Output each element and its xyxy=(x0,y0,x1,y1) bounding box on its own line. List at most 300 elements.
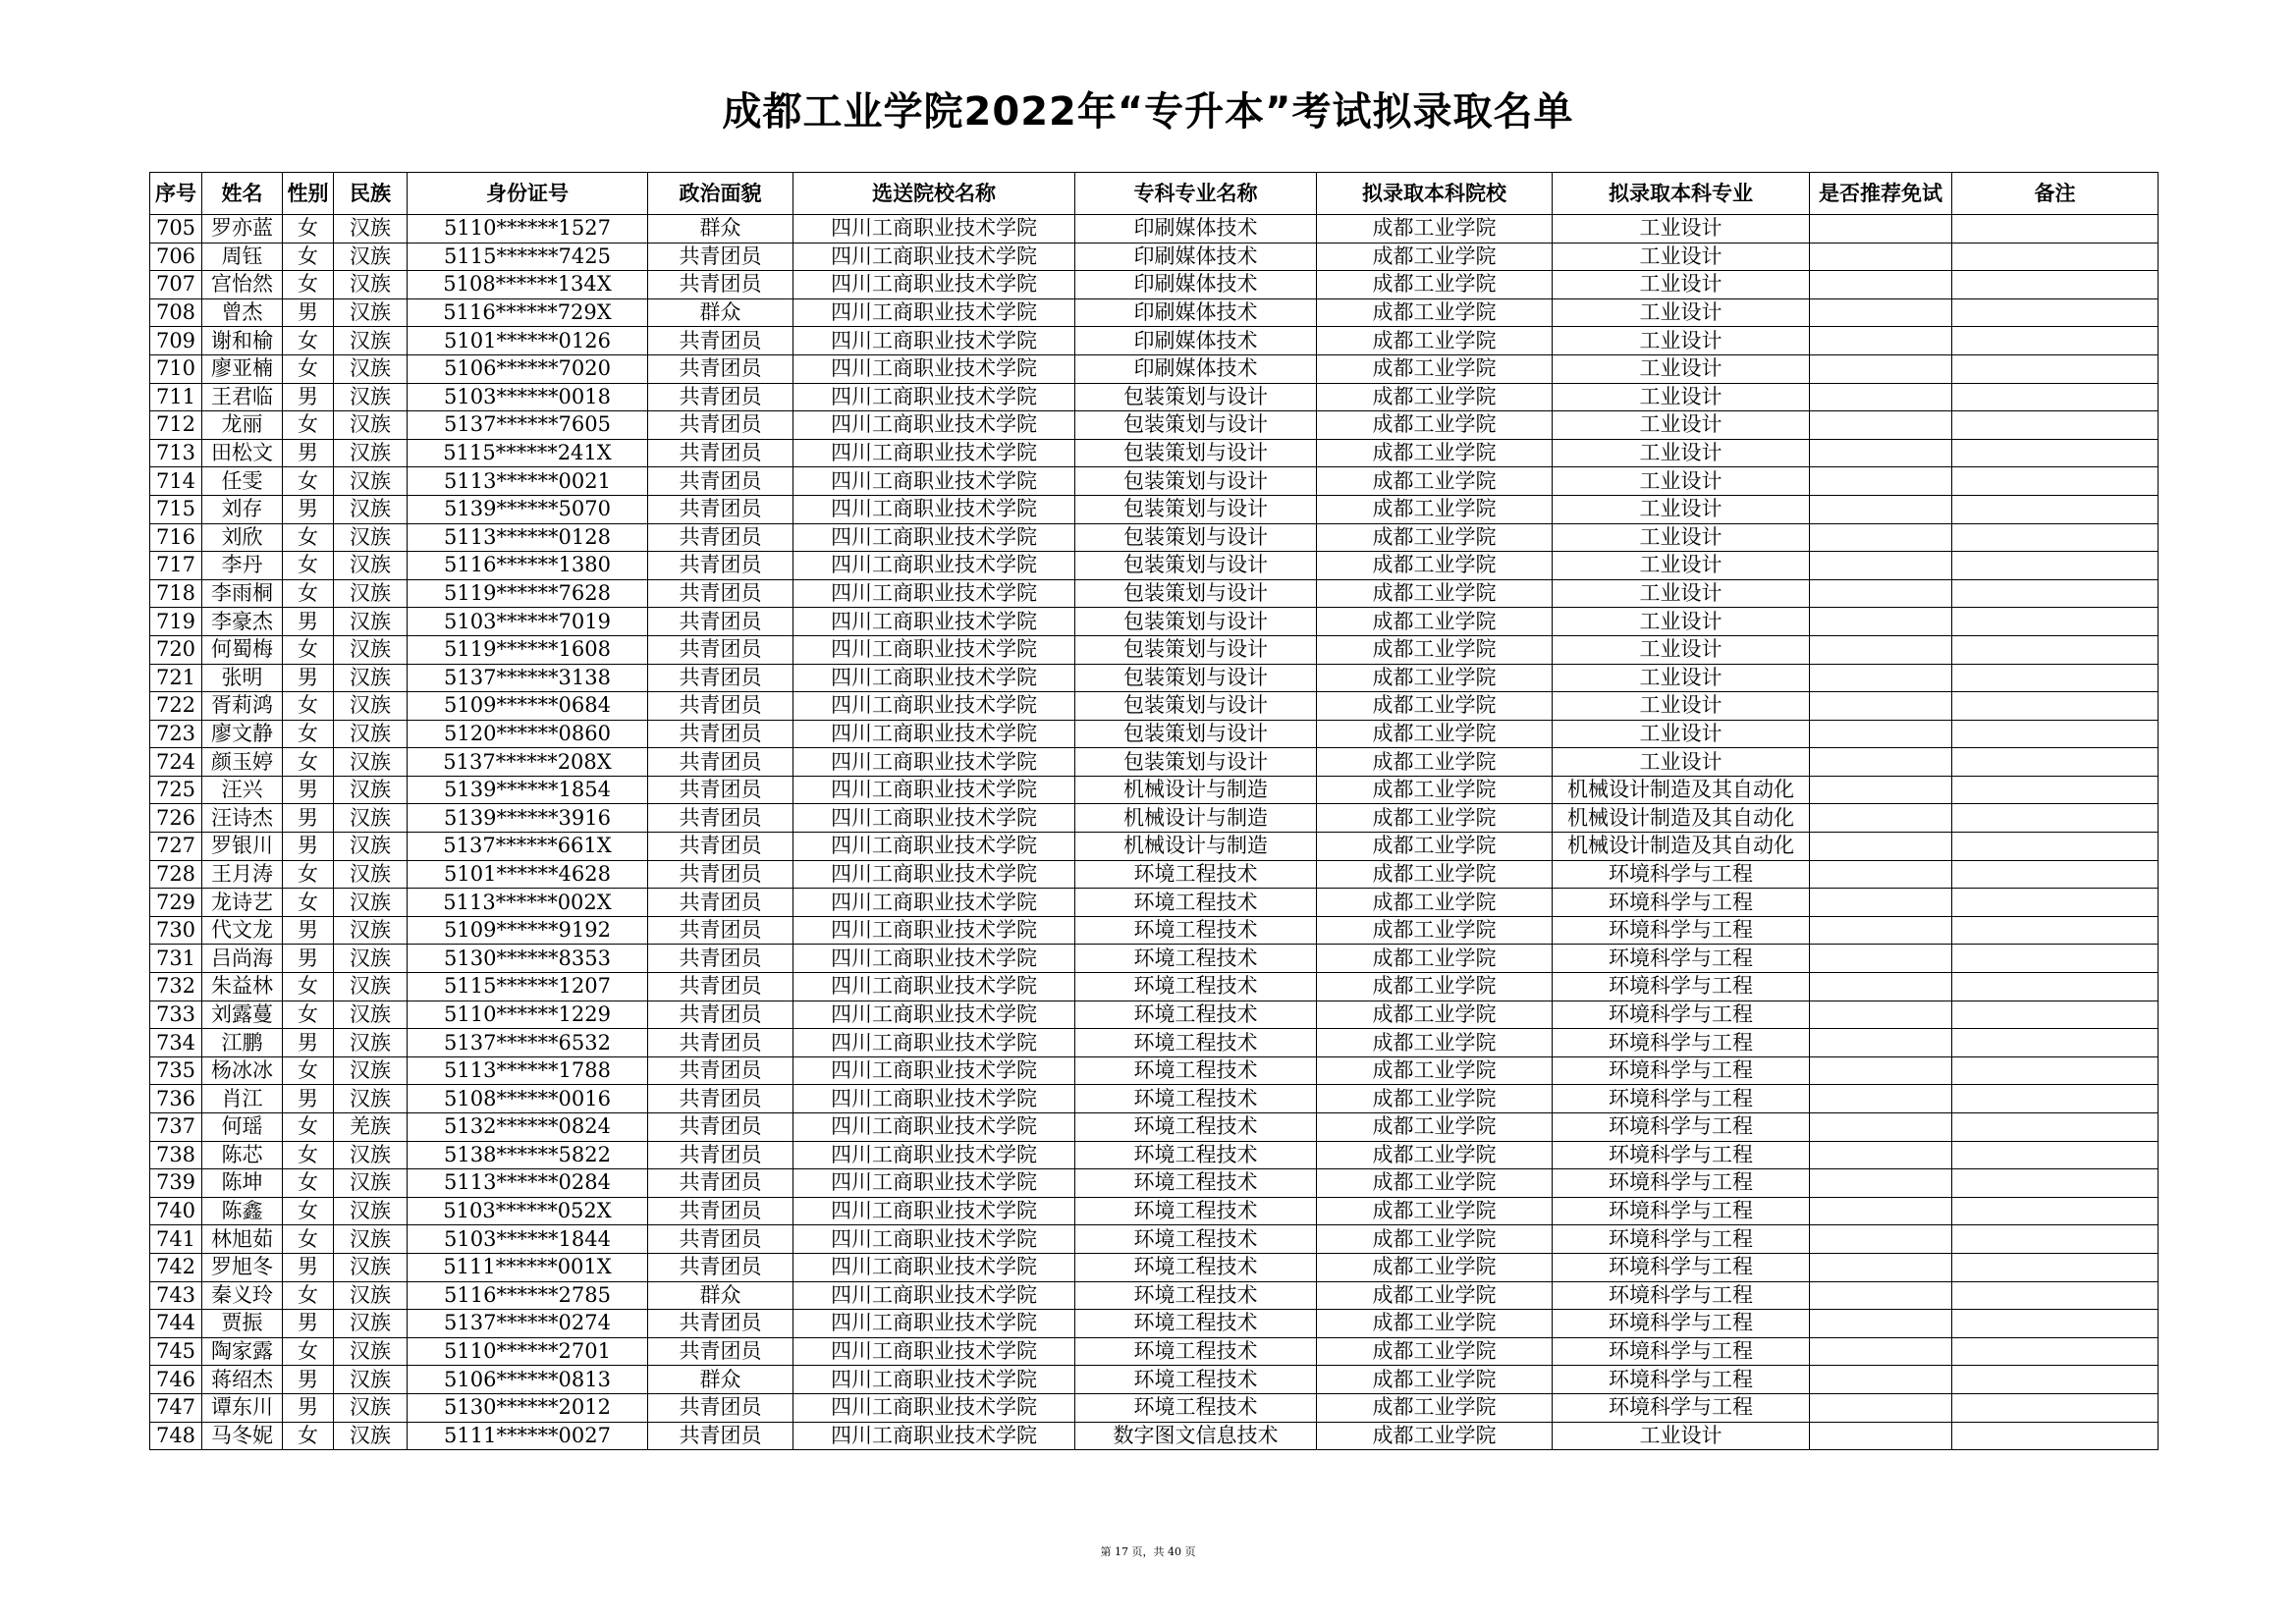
cell-college-major: 环境工程技术 xyxy=(1075,1366,1317,1394)
cell-seq: 729 xyxy=(150,889,202,917)
cell-target-school: 成都工业学院 xyxy=(1317,383,1553,411)
page-footer: 第 17 页，共 40 页 xyxy=(1100,1545,1196,1558)
cell-source-school: 四川工商职业技术学院 xyxy=(793,776,1075,804)
cell-gender: 女 xyxy=(283,1225,334,1254)
cell-name: 何蜀梅 xyxy=(202,635,283,664)
cell-seq: 747 xyxy=(150,1393,202,1422)
cell-source-school: 四川工商职业技术学院 xyxy=(793,916,1075,945)
cell-target-school: 成都工业学院 xyxy=(1317,1029,1553,1057)
cell-remarks xyxy=(1952,692,2159,721)
cell-source-school: 四川工商职业技术学院 xyxy=(793,1253,1075,1281)
cell-target-major: 机械设计制造及其自动化 xyxy=(1553,833,1810,861)
cell-gender: 女 xyxy=(283,579,334,608)
cell-college-major: 包装策划与设计 xyxy=(1075,523,1317,552)
cell-remarks xyxy=(1952,720,2159,748)
cell-college-major: 环境工程技术 xyxy=(1075,1310,1317,1338)
cell-ethnicity: 汉族 xyxy=(334,439,408,467)
cell-remarks xyxy=(1952,1085,2159,1113)
cell-political-status: 共青团员 xyxy=(648,1310,793,1338)
cell-gender: 女 xyxy=(283,635,334,664)
cell-source-school: 四川工商职业技术学院 xyxy=(793,523,1075,552)
cell-college-major: 数字图文信息技术 xyxy=(1075,1422,1317,1450)
cell-target-school: 成都工业学院 xyxy=(1317,1056,1553,1085)
cell-political-status: 共青团员 xyxy=(648,1225,793,1254)
cell-remarks xyxy=(1952,635,2159,664)
table-row xyxy=(150,1225,2159,1254)
cell-college-major: 印刷媒体技术 xyxy=(1075,243,1317,271)
cell-target-major: 工业设计 xyxy=(1553,523,1810,552)
cell-source-school: 四川工商职业技术学院 xyxy=(793,243,1075,271)
cell-seq: 707 xyxy=(150,271,202,299)
page-title: 成都工业学院2022年“专升本”考试拟录取名单 xyxy=(722,89,1574,135)
cell-target-school: 成都工业学院 xyxy=(1317,1366,1553,1394)
cell-gender: 男 xyxy=(283,664,334,692)
cell-seq: 718 xyxy=(150,579,202,608)
cell-college-major: 环境工程技术 xyxy=(1075,1225,1317,1254)
cell-name: 李丹 xyxy=(202,552,283,580)
header-political-status: 政治面貌 xyxy=(648,173,793,215)
cell-political-status: 共青团员 xyxy=(648,860,793,889)
cell-gender: 女 xyxy=(283,243,334,271)
cell-target-school: 成都工业学院 xyxy=(1317,889,1553,917)
cell-target-major: 工业设计 xyxy=(1553,327,1810,355)
cell-ethnicity: 汉族 xyxy=(334,1253,408,1281)
cell-source-school: 四川工商职业技术学院 xyxy=(793,635,1075,664)
cell-seq: 745 xyxy=(150,1337,202,1366)
table-row xyxy=(150,383,2159,411)
table-row xyxy=(150,495,2159,523)
cell-college-major: 包装策划与设计 xyxy=(1075,552,1317,580)
cell-college-major: 包装策划与设计 xyxy=(1075,495,1317,523)
cell-source-school: 四川工商职业技术学院 xyxy=(793,1281,1075,1310)
cell-gender: 女 xyxy=(283,552,334,580)
cell-name: 贾振 xyxy=(202,1310,283,1338)
cell-college-major: 印刷媒体技术 xyxy=(1075,298,1317,327)
cell-target-school: 成都工业学院 xyxy=(1317,720,1553,748)
cell-political-status: 共青团员 xyxy=(648,1253,793,1281)
cell-name: 王君临 xyxy=(202,383,283,411)
cell-target-school: 成都工业学院 xyxy=(1317,215,1553,243)
cell-gender: 男 xyxy=(283,1366,334,1394)
table-row xyxy=(150,1141,2159,1169)
cell-seq: 735 xyxy=(150,1056,202,1085)
cell-political-status: 共青团员 xyxy=(648,439,793,467)
cell-id-number: 5110******1527 xyxy=(408,215,648,243)
cell-id-number: 5108******134X xyxy=(408,271,648,299)
cell-remarks xyxy=(1952,354,2159,383)
cell-target-major: 工业设计 xyxy=(1553,608,1810,636)
cell-target-school: 成都工业学院 xyxy=(1317,748,1553,777)
cell-target-major: 工业设计 xyxy=(1553,579,1810,608)
cell-seq: 732 xyxy=(150,973,202,1001)
cell-name: 蒋绍杰 xyxy=(202,1366,283,1394)
cell-name: 陈坤 xyxy=(202,1169,283,1198)
cell-seq: 710 xyxy=(150,354,202,383)
cell-remarks xyxy=(1952,1225,2159,1254)
cell-source-school: 四川工商职业技术学院 xyxy=(793,215,1075,243)
table-row xyxy=(150,298,2159,327)
cell-college-major: 环境工程技术 xyxy=(1075,1141,1317,1169)
cell-ethnicity: 汉族 xyxy=(334,354,408,383)
cell-exempt xyxy=(1810,664,1952,692)
cell-college-major: 环境工程技术 xyxy=(1075,1169,1317,1198)
cell-college-major: 包装策划与设计 xyxy=(1075,383,1317,411)
cell-target-major: 环境科学与工程 xyxy=(1553,1393,1810,1422)
cell-exempt xyxy=(1810,1113,1952,1142)
cell-remarks xyxy=(1952,552,2159,580)
cell-ethnicity: 汉族 xyxy=(334,776,408,804)
cell-seq: 742 xyxy=(150,1253,202,1281)
cell-ethnicity: 汉族 xyxy=(334,467,408,496)
cell-exempt xyxy=(1810,1366,1952,1394)
cell-target-major: 工业设计 xyxy=(1553,720,1810,748)
cell-target-major: 环境科学与工程 xyxy=(1553,1281,1810,1310)
cell-name: 廖亚楠 xyxy=(202,354,283,383)
cell-target-major: 工业设计 xyxy=(1553,215,1810,243)
cell-target-school: 成都工业学院 xyxy=(1317,467,1553,496)
cell-id-number: 5113******002X xyxy=(408,889,648,917)
cell-id-number: 5113******0284 xyxy=(408,1169,648,1198)
cell-exempt xyxy=(1810,1056,1952,1085)
cell-target-school: 成都工业学院 xyxy=(1317,664,1553,692)
cell-target-school: 成都工业学院 xyxy=(1317,804,1553,833)
cell-political-status: 共青团员 xyxy=(648,973,793,1001)
table-row xyxy=(150,776,2159,804)
cell-ethnicity: 汉族 xyxy=(334,916,408,945)
cell-target-major: 工业设计 xyxy=(1553,635,1810,664)
table-row xyxy=(150,523,2159,552)
cell-ethnicity: 汉族 xyxy=(334,889,408,917)
cell-ethnicity: 汉族 xyxy=(334,1337,408,1366)
cell-remarks xyxy=(1952,383,2159,411)
cell-ethnicity: 汉族 xyxy=(334,1141,408,1169)
cell-id-number: 5115******241X xyxy=(408,439,648,467)
table-row xyxy=(150,664,2159,692)
cell-remarks xyxy=(1952,1113,2159,1142)
cell-seq: 737 xyxy=(150,1113,202,1142)
cell-target-major: 环境科学与工程 xyxy=(1553,1197,1810,1225)
cell-source-school: 四川工商职业技术学院 xyxy=(793,327,1075,355)
cell-ethnicity: 汉族 xyxy=(334,720,408,748)
cell-exempt xyxy=(1810,439,1952,467)
table-header-row xyxy=(150,173,2159,215)
cell-college-major: 环境工程技术 xyxy=(1075,1253,1317,1281)
cell-source-school: 四川工商职业技术学院 xyxy=(793,720,1075,748)
cell-gender: 女 xyxy=(283,889,334,917)
cell-political-status: 共青团员 xyxy=(648,1337,793,1366)
cell-political-status: 共青团员 xyxy=(648,889,793,917)
cell-target-major: 环境科学与工程 xyxy=(1553,1056,1810,1085)
cell-name: 杨冰冰 xyxy=(202,1056,283,1085)
cell-name: 李豪杰 xyxy=(202,608,283,636)
cell-id-number: 5108******0016 xyxy=(408,1085,648,1113)
cell-remarks xyxy=(1952,1366,2159,1394)
cell-ethnicity: 汉族 xyxy=(334,243,408,271)
cell-ethnicity: 汉族 xyxy=(334,1310,408,1338)
cell-source-school: 四川工商职业技术学院 xyxy=(793,1029,1075,1057)
cell-seq: 746 xyxy=(150,1366,202,1394)
cell-remarks xyxy=(1952,523,2159,552)
cell-gender: 女 xyxy=(283,523,334,552)
cell-id-number: 5113******1788 xyxy=(408,1056,648,1085)
cell-id-number: 5137******7605 xyxy=(408,411,648,440)
cell-gender: 女 xyxy=(283,860,334,889)
cell-name: 吕尚海 xyxy=(202,945,283,973)
table-row xyxy=(150,354,2159,383)
cell-seq: 721 xyxy=(150,664,202,692)
cell-college-major: 环境工程技术 xyxy=(1075,1337,1317,1366)
table-row xyxy=(150,215,2159,243)
cell-exempt xyxy=(1810,860,1952,889)
cell-target-school: 成都工业学院 xyxy=(1317,916,1553,945)
cell-target-major: 工业设计 xyxy=(1553,467,1810,496)
cell-target-school: 成都工业学院 xyxy=(1317,411,1553,440)
cell-source-school: 四川工商职业技术学院 xyxy=(793,889,1075,917)
cell-id-number: 5111******0027 xyxy=(408,1422,648,1450)
cell-college-major: 包装策划与设计 xyxy=(1075,664,1317,692)
cell-gender: 男 xyxy=(283,916,334,945)
table-row xyxy=(150,243,2159,271)
cell-id-number: 5116******2785 xyxy=(408,1281,648,1310)
cell-id-number: 5101******4628 xyxy=(408,860,648,889)
cell-ethnicity: 汉族 xyxy=(334,635,408,664)
cell-college-major: 包装策划与设计 xyxy=(1075,720,1317,748)
cell-ethnicity: 汉族 xyxy=(334,1197,408,1225)
table-row xyxy=(150,1422,2159,1450)
cell-target-major: 工业设计 xyxy=(1553,243,1810,271)
cell-ethnicity: 汉族 xyxy=(334,804,408,833)
cell-target-major: 机械设计制造及其自动化 xyxy=(1553,804,1810,833)
cell-exempt xyxy=(1810,804,1952,833)
table-row xyxy=(150,720,2159,748)
cell-college-major: 包装策划与设计 xyxy=(1075,608,1317,636)
cell-target-school: 成都工业学院 xyxy=(1317,860,1553,889)
cell-political-status: 共青团员 xyxy=(648,327,793,355)
cell-seq: 731 xyxy=(150,945,202,973)
cell-gender: 女 xyxy=(283,1169,334,1198)
cell-gender: 女 xyxy=(283,411,334,440)
cell-target-major: 环境科学与工程 xyxy=(1553,1141,1810,1169)
header-name: 姓名 xyxy=(202,173,283,215)
cell-political-status: 群众 xyxy=(648,215,793,243)
admission-table xyxy=(149,172,2159,1450)
cell-target-school: 成都工业学院 xyxy=(1317,1337,1553,1366)
cell-gender: 男 xyxy=(283,1253,334,1281)
cell-college-major: 印刷媒体技术 xyxy=(1075,354,1317,383)
cell-gender: 男 xyxy=(283,945,334,973)
cell-exempt xyxy=(1810,1001,1952,1029)
cell-college-major: 环境工程技术 xyxy=(1075,945,1317,973)
cell-remarks xyxy=(1952,804,2159,833)
cell-name: 李雨桐 xyxy=(202,579,283,608)
cell-target-major: 工业设计 xyxy=(1553,552,1810,580)
cell-name: 张明 xyxy=(202,664,283,692)
cell-exempt xyxy=(1810,1337,1952,1366)
cell-exempt xyxy=(1810,1253,1952,1281)
cell-id-number: 5132******0824 xyxy=(408,1113,648,1142)
cell-exempt xyxy=(1810,1029,1952,1057)
cell-exempt xyxy=(1810,1225,1952,1254)
cell-name: 罗亦蓝 xyxy=(202,215,283,243)
cell-political-status: 群众 xyxy=(648,298,793,327)
cell-remarks xyxy=(1952,664,2159,692)
cell-political-status: 共青团员 xyxy=(648,833,793,861)
cell-name: 曾杰 xyxy=(202,298,283,327)
cell-gender: 男 xyxy=(283,776,334,804)
cell-gender: 女 xyxy=(283,354,334,383)
cell-exempt xyxy=(1810,552,1952,580)
cell-ethnicity: 汉族 xyxy=(334,692,408,721)
cell-target-major: 环境科学与工程 xyxy=(1553,1225,1810,1254)
cell-name: 龙丽 xyxy=(202,411,283,440)
cell-seq: 712 xyxy=(150,411,202,440)
cell-remarks xyxy=(1952,916,2159,945)
cell-target-school: 成都工业学院 xyxy=(1317,1085,1553,1113)
cell-ethnicity: 汉族 xyxy=(334,1393,408,1422)
cell-seq: 720 xyxy=(150,635,202,664)
cell-source-school: 四川工商职业技术学院 xyxy=(793,354,1075,383)
cell-target-school: 成都工业学院 xyxy=(1317,1197,1553,1225)
cell-target-major: 工业设计 xyxy=(1553,411,1810,440)
cell-seq: 724 xyxy=(150,748,202,777)
cell-name: 胥莉鸿 xyxy=(202,692,283,721)
cell-political-status: 共青团员 xyxy=(648,1422,793,1450)
cell-id-number: 5115******7425 xyxy=(408,243,648,271)
cell-college-major: 环境工程技术 xyxy=(1075,889,1317,917)
table-row xyxy=(150,327,2159,355)
cell-remarks xyxy=(1952,271,2159,299)
cell-college-major: 环境工程技术 xyxy=(1075,1056,1317,1085)
cell-political-status: 共青团员 xyxy=(648,916,793,945)
cell-political-status: 共青团员 xyxy=(648,776,793,804)
cell-ethnicity: 汉族 xyxy=(334,383,408,411)
cell-target-school: 成都工业学院 xyxy=(1317,833,1553,861)
table-row xyxy=(150,1337,2159,1366)
cell-remarks xyxy=(1952,298,2159,327)
cell-exempt xyxy=(1810,1393,1952,1422)
cell-target-school: 成都工业学院 xyxy=(1317,495,1553,523)
cell-source-school: 四川工商职业技术学院 xyxy=(793,1422,1075,1450)
cell-name: 刘欣 xyxy=(202,523,283,552)
cell-political-status: 共青团员 xyxy=(648,635,793,664)
cell-source-school: 四川工商职业技术学院 xyxy=(793,439,1075,467)
cell-exempt xyxy=(1810,720,1952,748)
cell-target-major: 工业设计 xyxy=(1553,664,1810,692)
cell-political-status: 共青团员 xyxy=(648,748,793,777)
cell-exempt xyxy=(1810,467,1952,496)
cell-target-school: 成都工业学院 xyxy=(1317,973,1553,1001)
cell-gender: 男 xyxy=(283,383,334,411)
cell-college-major: 环境工程技术 xyxy=(1075,1113,1317,1142)
cell-source-school: 四川工商职业技术学院 xyxy=(793,860,1075,889)
cell-seq: 717 xyxy=(150,552,202,580)
cell-remarks xyxy=(1952,439,2159,467)
cell-name: 罗银川 xyxy=(202,833,283,861)
cell-seq: 734 xyxy=(150,1029,202,1057)
table-row xyxy=(150,1001,2159,1029)
cell-gender: 女 xyxy=(283,1001,334,1029)
cell-source-school: 四川工商职业技术学院 xyxy=(793,945,1075,973)
cell-gender: 女 xyxy=(283,327,334,355)
cell-ethnicity: 汉族 xyxy=(334,298,408,327)
cell-source-school: 四川工商职业技术学院 xyxy=(793,579,1075,608)
cell-seq: 744 xyxy=(150,1310,202,1338)
cell-ethnicity: 汉族 xyxy=(334,1169,408,1198)
cell-college-major: 印刷媒体技术 xyxy=(1075,271,1317,299)
table-row xyxy=(150,608,2159,636)
cell-college-major: 包装策划与设计 xyxy=(1075,635,1317,664)
cell-target-major: 环境科学与工程 xyxy=(1553,860,1810,889)
cell-source-school: 四川工商职业技术学院 xyxy=(793,973,1075,1001)
cell-remarks xyxy=(1952,1029,2159,1057)
cell-name: 任雯 xyxy=(202,467,283,496)
header-exempt: 是否推荐免试 xyxy=(1810,173,1952,215)
cell-remarks xyxy=(1952,467,2159,496)
cell-gender: 女 xyxy=(283,692,334,721)
cell-gender: 女 xyxy=(283,973,334,1001)
cell-name: 汪诗杰 xyxy=(202,804,283,833)
cell-college-major: 环境工程技术 xyxy=(1075,916,1317,945)
cell-id-number: 5109******9192 xyxy=(408,916,648,945)
cell-target-major: 工业设计 xyxy=(1553,1422,1810,1450)
cell-target-major: 环境科学与工程 xyxy=(1553,1253,1810,1281)
cell-seq: 725 xyxy=(150,776,202,804)
cell-source-school: 四川工商职业技术学院 xyxy=(793,1225,1075,1254)
cell-target-school: 成都工业学院 xyxy=(1317,1169,1553,1198)
cell-source-school: 四川工商职业技术学院 xyxy=(793,495,1075,523)
cell-college-major: 环境工程技术 xyxy=(1075,1085,1317,1113)
cell-target-major: 工业设计 xyxy=(1553,439,1810,467)
cell-ethnicity: 汉族 xyxy=(334,1366,408,1394)
cell-remarks xyxy=(1952,860,2159,889)
cell-id-number: 5103******7019 xyxy=(408,608,648,636)
cell-source-school: 四川工商职业技术学院 xyxy=(793,1337,1075,1366)
cell-seq: 748 xyxy=(150,1422,202,1450)
cell-college-major: 环境工程技术 xyxy=(1075,973,1317,1001)
cell-political-status: 共青团员 xyxy=(648,664,793,692)
cell-exempt xyxy=(1810,243,1952,271)
cell-remarks xyxy=(1952,973,2159,1001)
cell-college-major: 包装策划与设计 xyxy=(1075,692,1317,721)
cell-seq: 722 xyxy=(150,692,202,721)
cell-remarks xyxy=(1952,748,2159,777)
table-row xyxy=(150,411,2159,440)
cell-political-status: 共青团员 xyxy=(648,720,793,748)
cell-name: 江鹏 xyxy=(202,1029,283,1057)
cell-id-number: 5137******0274 xyxy=(408,1310,648,1338)
cell-id-number: 5110******2701 xyxy=(408,1337,648,1366)
cell-political-status: 共青团员 xyxy=(648,804,793,833)
cell-name: 刘存 xyxy=(202,495,283,523)
cell-college-major: 印刷媒体技术 xyxy=(1075,327,1317,355)
cell-name: 田松文 xyxy=(202,439,283,467)
cell-gender: 女 xyxy=(283,1281,334,1310)
cell-political-status: 共青团员 xyxy=(648,1056,793,1085)
cell-ethnicity: 汉族 xyxy=(334,495,408,523)
cell-remarks xyxy=(1952,1253,2159,1281)
cell-political-status: 共青团员 xyxy=(648,579,793,608)
cell-college-major: 环境工程技术 xyxy=(1075,1197,1317,1225)
table-row xyxy=(150,833,2159,861)
cell-source-school: 四川工商职业技术学院 xyxy=(793,298,1075,327)
cell-target-school: 成都工业学院 xyxy=(1317,1141,1553,1169)
cell-name: 何瑶 xyxy=(202,1113,283,1142)
cell-target-school: 成都工业学院 xyxy=(1317,243,1553,271)
cell-ethnicity: 汉族 xyxy=(334,608,408,636)
cell-ethnicity: 汉族 xyxy=(334,1225,408,1254)
cell-college-major: 印刷媒体技术 xyxy=(1075,215,1317,243)
cell-ethnicity: 汉族 xyxy=(334,833,408,861)
